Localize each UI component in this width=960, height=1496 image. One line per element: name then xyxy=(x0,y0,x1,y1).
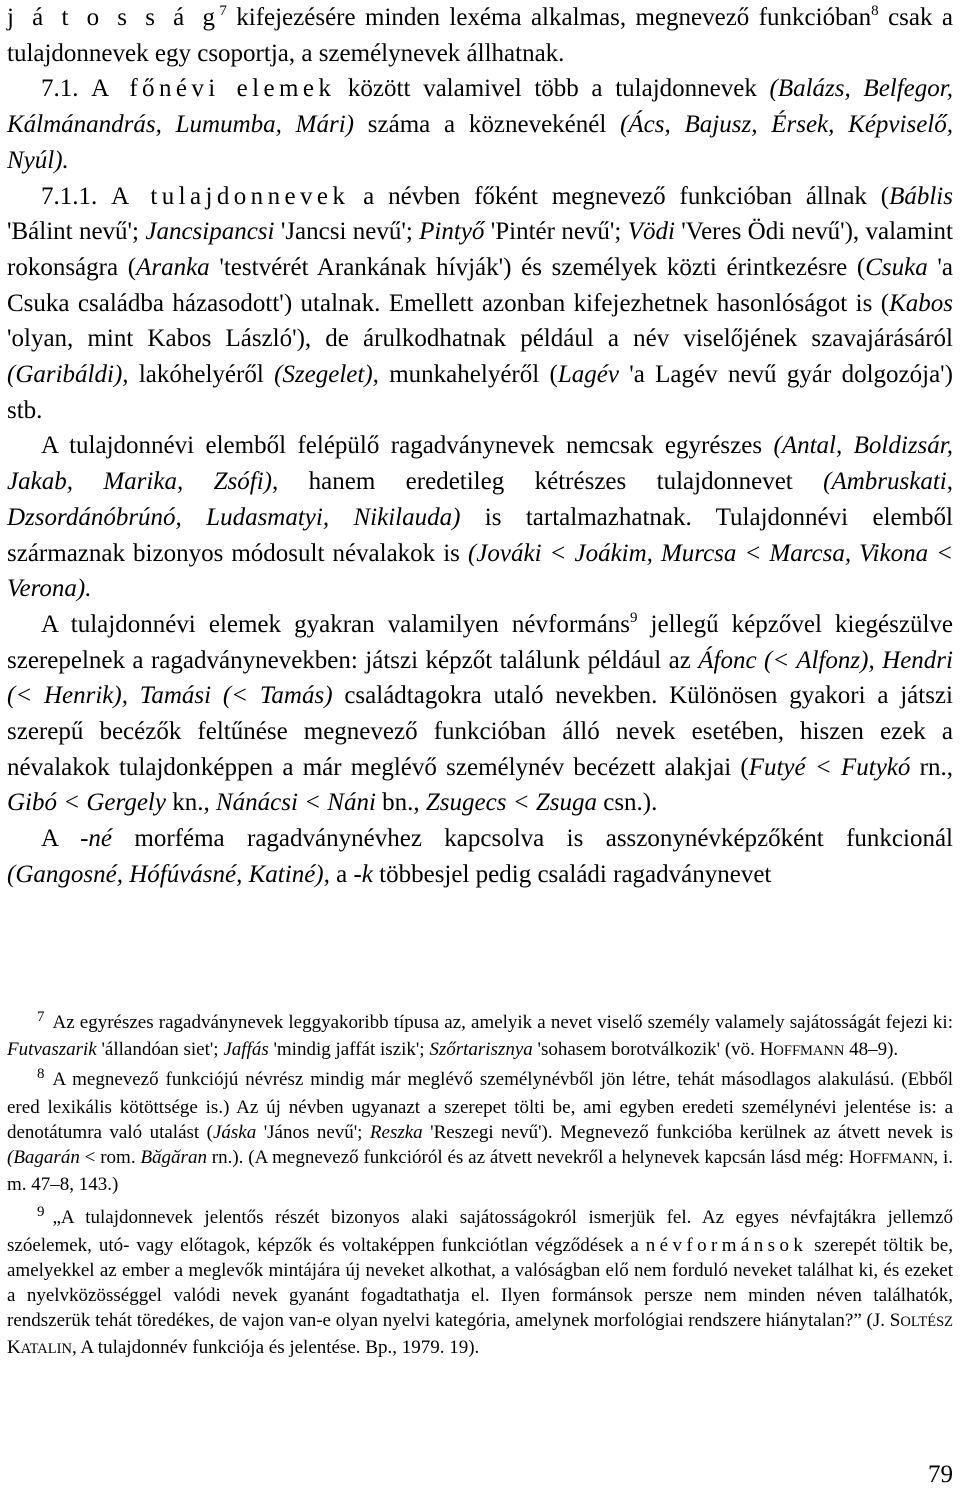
text: lakóhelyéről xyxy=(128,361,275,389)
paragraph-nevformans xyxy=(7,607,953,821)
text: 'olyan, mint Kabos László'), de árulkodhatnak például a név viselőjének szavajárásáról xyxy=(7,325,953,353)
example-name: Zsugecs < Zsuga xyxy=(425,789,597,817)
author-rest: OFFMANN xyxy=(773,1043,845,1060)
example-name: Báblis xyxy=(889,182,953,210)
example-name: Nánácsi < Náni xyxy=(215,789,376,817)
text: száma a köznevekénél xyxy=(354,111,621,139)
text: csak a tulajdonnevek egy csoportja, a személynevek állhatnak. xyxy=(7,4,953,67)
text: hanem eredetileg kétrészes tulajdonnevet xyxy=(278,468,824,496)
author-initial: H xyxy=(848,1147,863,1169)
example-name: Gibó < Gergely xyxy=(7,789,166,817)
text: A megnevező funkciójú névrész mindig már meglévő személynévből jön létre, tehát másodlagos alakulású. (Ebből ered lexikális kötöttsége is.) Az új névben ugyanazt a szerepet tölti be, ami egyben eredeti személynévi jelentése is: a denotátumra való utalást ( xyxy=(7,1069,953,1143)
example-name: Futvaszarik xyxy=(7,1039,97,1061)
text: kn., xyxy=(165,789,216,817)
morpheme: -k xyxy=(353,860,373,888)
example-name: Lagév xyxy=(557,361,619,389)
example-name: Kabos xyxy=(889,289,953,317)
example-names: (Ács, Bajusz, Érsek, Képviselő, Nyúl). xyxy=(7,111,953,174)
text: családtagokra utaló nevekben. Különösen gyakori a játszi szerepű becézők feltűnése megnevező funkcióban álló nevek esetében, hiszen ezek a névalakok tulajdonképpen a már meglévő személynév becézett alakjai ( xyxy=(7,682,953,781)
example-names: (Ambruskati, Dzsordánóbrúnó, Ludasmatyi, Nikilauda) xyxy=(7,468,954,531)
text: csn.). xyxy=(596,789,658,817)
text: munkahelyéről ( xyxy=(378,361,558,389)
example-name: Jáska xyxy=(212,1121,257,1143)
text: 'mindig jaffát iszik'; xyxy=(268,1039,430,1061)
body-text xyxy=(7,0,953,893)
paragraph-1 xyxy=(7,0,953,71)
spaced-term: j á t o s s á g xyxy=(7,4,220,31)
example-name: Reszka xyxy=(369,1121,423,1143)
paragraph-7-1 xyxy=(7,71,953,178)
text: szerepét töltik be, amelyekkel az ember a meglevők mintájára új neveket alkothat, a valóságban elő nem forduló neveket találhat ki, és ezeket a nyelvközösséggel valódi nevek gyanánt fogadtathatja el. Ilyen formánsok persze nem minden néven találhatók, rendszerük tehát töredékes, de vajon van-e olyan nyelvi kategória, amelynek morfológiai rendszere hiánytalan?” (J. xyxy=(7,1234,953,1332)
text: bn., xyxy=(375,789,426,817)
footnotes xyxy=(7,1010,953,1366)
text: rn., xyxy=(910,753,953,781)
text: többesjel pedig családi ragadványnevet xyxy=(372,860,772,888)
section-heading: A főnévi elemek xyxy=(91,75,336,103)
text: , i. m. 47–8, 143.) xyxy=(7,1147,953,1196)
footnote-8 xyxy=(7,1067,953,1197)
morpheme: -né xyxy=(80,825,112,853)
text: a névben főként megnevező funkcióban állnak ( xyxy=(349,182,890,210)
example-names: Áfonc (< Alfonz), Hendri (< Henrik), Tamási (< Tamás) xyxy=(7,646,953,710)
example-name: Aranka xyxy=(136,253,210,281)
text: 'a Lagév nevű gyár dolgozója') stb. xyxy=(7,361,953,424)
example-name: Jaffás xyxy=(223,1039,269,1061)
example-names: (Gangosné, Hófúvásné, Katiné), xyxy=(7,860,330,888)
page-number: 79 xyxy=(928,1461,953,1488)
text: < rom. xyxy=(79,1147,141,1169)
text: 'Jancsi nevű'; xyxy=(274,218,420,246)
footnote-mark: 8 xyxy=(37,1066,45,1083)
footnote-9 xyxy=(7,1205,953,1362)
example-name: Futyé < Futykó xyxy=(748,753,911,781)
text: kifejezésére minden lexéma alkalmas, megnevező funkcióban xyxy=(226,4,872,31)
text: is tartalmazhatnak. Tulajdonnévi elemből származnak bizonyos módosult névalakok is xyxy=(7,503,953,567)
footnote-mark: 7 xyxy=(37,1009,45,1025)
section-heading: A tulajdonnevek xyxy=(111,182,350,210)
footnote-7 xyxy=(7,1010,953,1064)
example-name: (Szegelet), xyxy=(274,361,379,389)
text: jellegű képzővel kiegészülve szerepelnek a ragadványnevekben: játszi képzőt találunk például az xyxy=(7,610,953,674)
spaced-term: névformánsok xyxy=(645,1234,808,1256)
example-name: Pintyő xyxy=(419,218,485,246)
paragraph-ne-morfema xyxy=(7,821,953,892)
author-rest: OFFMANN xyxy=(862,1151,934,1168)
paragraph-7-1-1 xyxy=(7,179,953,429)
text: A tulajdonnévi elemből felépülő ragadványnevek nemcsak egyrészes xyxy=(41,432,774,460)
text: 'Veres Ödi nevű'), valamint rokonságra ( xyxy=(7,218,953,281)
section-number: 7.1. xyxy=(41,75,92,103)
example-name: Bӑgӑran xyxy=(140,1147,207,1169)
author-initial: H xyxy=(759,1039,774,1061)
footnote-ref-9[interactable]: 9 xyxy=(629,609,638,626)
text: 48–9). xyxy=(844,1039,899,1061)
example-names: (Jováki < Joákim, Murcsa < Marcsa, Vikona < Verona). xyxy=(7,539,953,603)
example-name: Szőrtarisznya xyxy=(429,1039,533,1061)
example-name: (Bagarán xyxy=(7,1147,80,1169)
author-rest: ATALIN xyxy=(20,1341,72,1358)
author-name xyxy=(760,1039,845,1060)
text: , A tulajdonnév funkciója és jelentése. Bp., 1979. 19). xyxy=(71,1337,480,1359)
text: A xyxy=(41,825,81,853)
example-name: (Garibáldi), xyxy=(7,361,129,389)
example-name: Jancsipancsi xyxy=(145,218,275,246)
footnote-ref-8[interactable]: 8 xyxy=(871,3,879,19)
text: 'testvérét Arankának hívják') és személyek közti érintkezésre ( xyxy=(209,253,866,281)
footnote-mark: 9 xyxy=(37,1204,45,1221)
text: között valamivel több a tulajdonnevek xyxy=(335,75,770,103)
text: 'állandóan siet'; xyxy=(96,1039,224,1061)
text: rn.). (A megnevező funkcióról és az átvett nevekről a helynevek kapcsán lásd még: xyxy=(206,1147,849,1169)
author-name xyxy=(849,1147,934,1168)
text: 'Pintér nevű'; xyxy=(484,218,628,246)
author-rest: OLTÉSZ xyxy=(900,1314,953,1331)
example-name: Vödi xyxy=(627,218,675,246)
text: a xyxy=(329,860,354,888)
text: „A tulajdonnevek jelentős részét bizonyos alaki sajátosságokról ismerjük fel. Az egyes névfajtákra jellemző szóelemek, utó- vagy előtagok, képzők és voltaképpen funkciótlan végződések a xyxy=(7,1207,953,1256)
author-initial: S xyxy=(889,1310,901,1332)
footnote-ref-7[interactable]: 7 xyxy=(219,3,227,19)
example-name: Csuka xyxy=(865,253,928,281)
text: 'Reszegi nevű'). Megnevező funkcióba kerülnek az átvett nevek is xyxy=(422,1121,954,1143)
paragraph-tulajdonnevi-elem xyxy=(7,428,953,607)
text: A tulajdonnévi elemek gyakran valamilyen névformáns xyxy=(41,610,630,638)
example-names: (Antal, Boldizsár, Jakab, Marika, Zsófi), xyxy=(7,432,953,496)
text: Az egyrészes ragadványnevek leggyakoribb típusa az, amelyik a nevet viselő személy valamely sajátosságát fejezi ki: xyxy=(52,1012,953,1033)
text: 'a Csuka családba házasodott') utalnak. Emellett azonban kifejezhetnek hasonlóságot is ( xyxy=(7,253,954,317)
text: 'Bálint nevű'; xyxy=(7,218,146,246)
text: 'sohasem borotválkozik' (vö. xyxy=(532,1039,760,1061)
text: 'János nevű'; xyxy=(256,1121,370,1143)
author-initial: K xyxy=(7,1337,21,1359)
example-names: (Balázs, Belfegor, Kálmánandrás, Lumumba, Mári) xyxy=(7,75,953,139)
text: morféma ragadványnévhez kapcsolva is asszonynévképzőként funkcionál xyxy=(112,825,953,853)
section-number: 7.1.1. xyxy=(41,182,112,210)
